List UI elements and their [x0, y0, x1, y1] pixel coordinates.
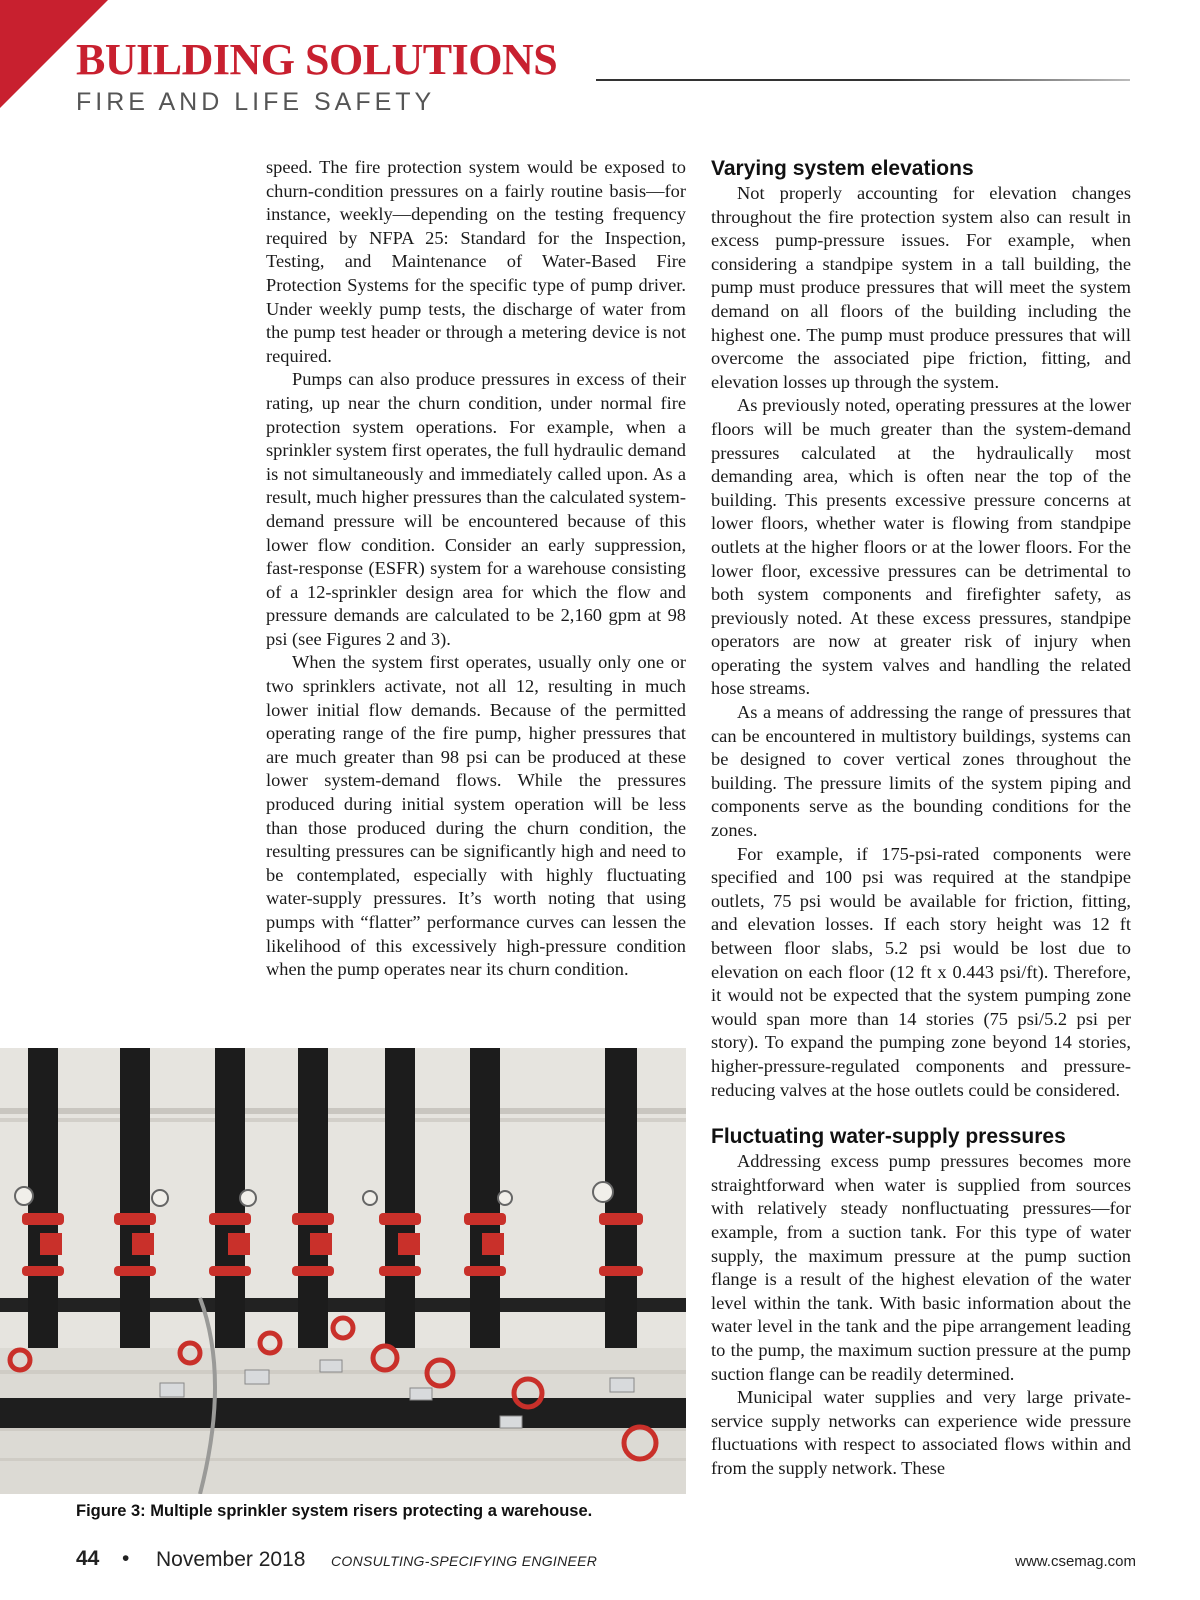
title-rule	[596, 79, 1130, 81]
paragraph: For example, if 175-psi-rated components were specified and 100 psi was required at the standpipe outlets, 75 psi would be available for friction, fitting, and elevation losses. If each story height was 12 ft between floor slabs, 5.2 psi would be lost due to elevation on each floor (12 ft x 0.443 psi/ft). Therefore, it would not be expected that the system pumping zone would span more than 14 stories (75 psi/5.2 psi per story). To expand the pumping zone beyond 14 stories, higher-pressure-regulated components and pressure-reducing valves at the hose outlets could be considered.	[711, 843, 1131, 1100]
website-link[interactable]: www.csemag.com	[1015, 1553, 1136, 1570]
paragraph: As a means of addressing the range of pressures that can be encountered in multistory buildings, systems can be designed to cover vertical zones throughout the building. The pressure limits of the system piping and components serve as the bounding conditions for the zones.	[711, 702, 1131, 841]
sprinkler-risers-illustration	[0, 1048, 686, 1494]
page-footer	[76, 1545, 1136, 1575]
left-column	[266, 156, 686, 982]
right-column	[711, 156, 1131, 1480]
figure-3-photo	[0, 1048, 686, 1494]
paragraph: When the system first operates, usually only one or two sprinklers activate, not all 12, resulting in much lower initial flow demands. Because of the permitted operating range of the fire pump, higher pressures that are much greater than 98 psi can be produced at these lower system-demand flows. While the pressures produced during initial system operation will be less than those produced during the churn condition, the resulting pressures can be significantly high and need to be contemplated, especially with highly fluctuating water-supply pressures. It’s worth noting that using pumps with “flatter” performance curves can lessen the likelihood of this excessively high-pressure condition when the pump operates near its churn condition.	[266, 652, 686, 980]
page-number: 44	[76, 1547, 100, 1570]
heading-varying-elevations: Varying system elevations	[711, 157, 974, 180]
figure-caption: Figure 3: Multiple sprinkler system risers protecting a warehouse.	[76, 1502, 593, 1520]
footer-bullet: •	[122, 1547, 130, 1570]
paragraph: Addressing excess pump pressures becomes more straightforward when water is supplied from sources with relatively steady nonfluctuating pressures—for example, from a suction tank. For this type of water supply, the maximum pressure at the pump suction flange is a result of the highest elevation of the water level within the tank. With basic information about the water level in the tank and the pipe arrangement leading to the pump, the maximum suction pressure at the pump suction flange can be readily determined.	[711, 1151, 1131, 1384]
paragraph: speed. The fire protection system would be exposed to churn-condition pressures on a fairly routine basis—for instance, weekly—depending on the testing frequency required by NFPA 25: Standard for the Inspection, Testing, and Maintenance of Water-Based Fire Protection Systems for the specific type of pump driver. Under weekly pump tests, the discharge of water from the pump test header or through a metering device is not required.	[266, 157, 686, 366]
section-title: BUILDING SOLUTIONS	[76, 35, 558, 84]
paragraph: Municipal water supplies and very large private-service supply networks can experience wide pressure fluctuations with respect to associated flows within and from the supply network. These	[711, 1387, 1131, 1478]
magazine-name: CONSULTING-SPECIFYING ENGINEER	[331, 1553, 598, 1569]
paragraph: As previously noted, operating pressures at the lower floors will be much greater than the system-demand pressures calculated at the hydraulically most demanding area, which is often near the top of the building. This presents excessive pressure concerns at lower floors, whether water is flowing from standpipe outlets at the higher floors or at the lower floors. For the lower floor, excessive pressures can be detrimental to both system components and firefighter safety, as previously noted. At these excess pressures, standpipe operators are now at greater risk of injury when operating the system valves and handling the related hose streams.	[711, 395, 1131, 699]
paragraph: Not properly accounting for elevation changes throughout the fire protection system also can result in excess pump-pressure issues. For example, when considering a standpipe system in a tall building, the pump must produce pressures that will meet the system demand on all floors of the building including the highest one. The pump must produce pressures that will overcome the associated pipe friction, fitting, and elevation losses up through the system.	[711, 183, 1131, 392]
issue-date: November 2018	[156, 1548, 306, 1571]
paragraph: Pumps can also produce pressures in excess of their rating, up near the churn condition, under normal fire protection system operations. For example, when a sprinkler system first operates, the full hydraulic demand is not simultaneously and immediately called upon. As a result, much higher pressures than the calculated system-demand pressure will be encountered because of this lower flow condition. Consider an early suppression, fast-response (ESFR) system for a warehouse consisting of a 12-sprinkler design area for which the flow and pressure demands are calculated to be 2,160 gpm at 98 psi (see Figures 2 and 3).	[266, 369, 686, 649]
section-subtitle: FIRE AND LIFE SAFETY	[76, 88, 436, 116]
heading-fluctuating-pressures: Fluctuating water-supply pressures	[711, 1125, 1066, 1149]
